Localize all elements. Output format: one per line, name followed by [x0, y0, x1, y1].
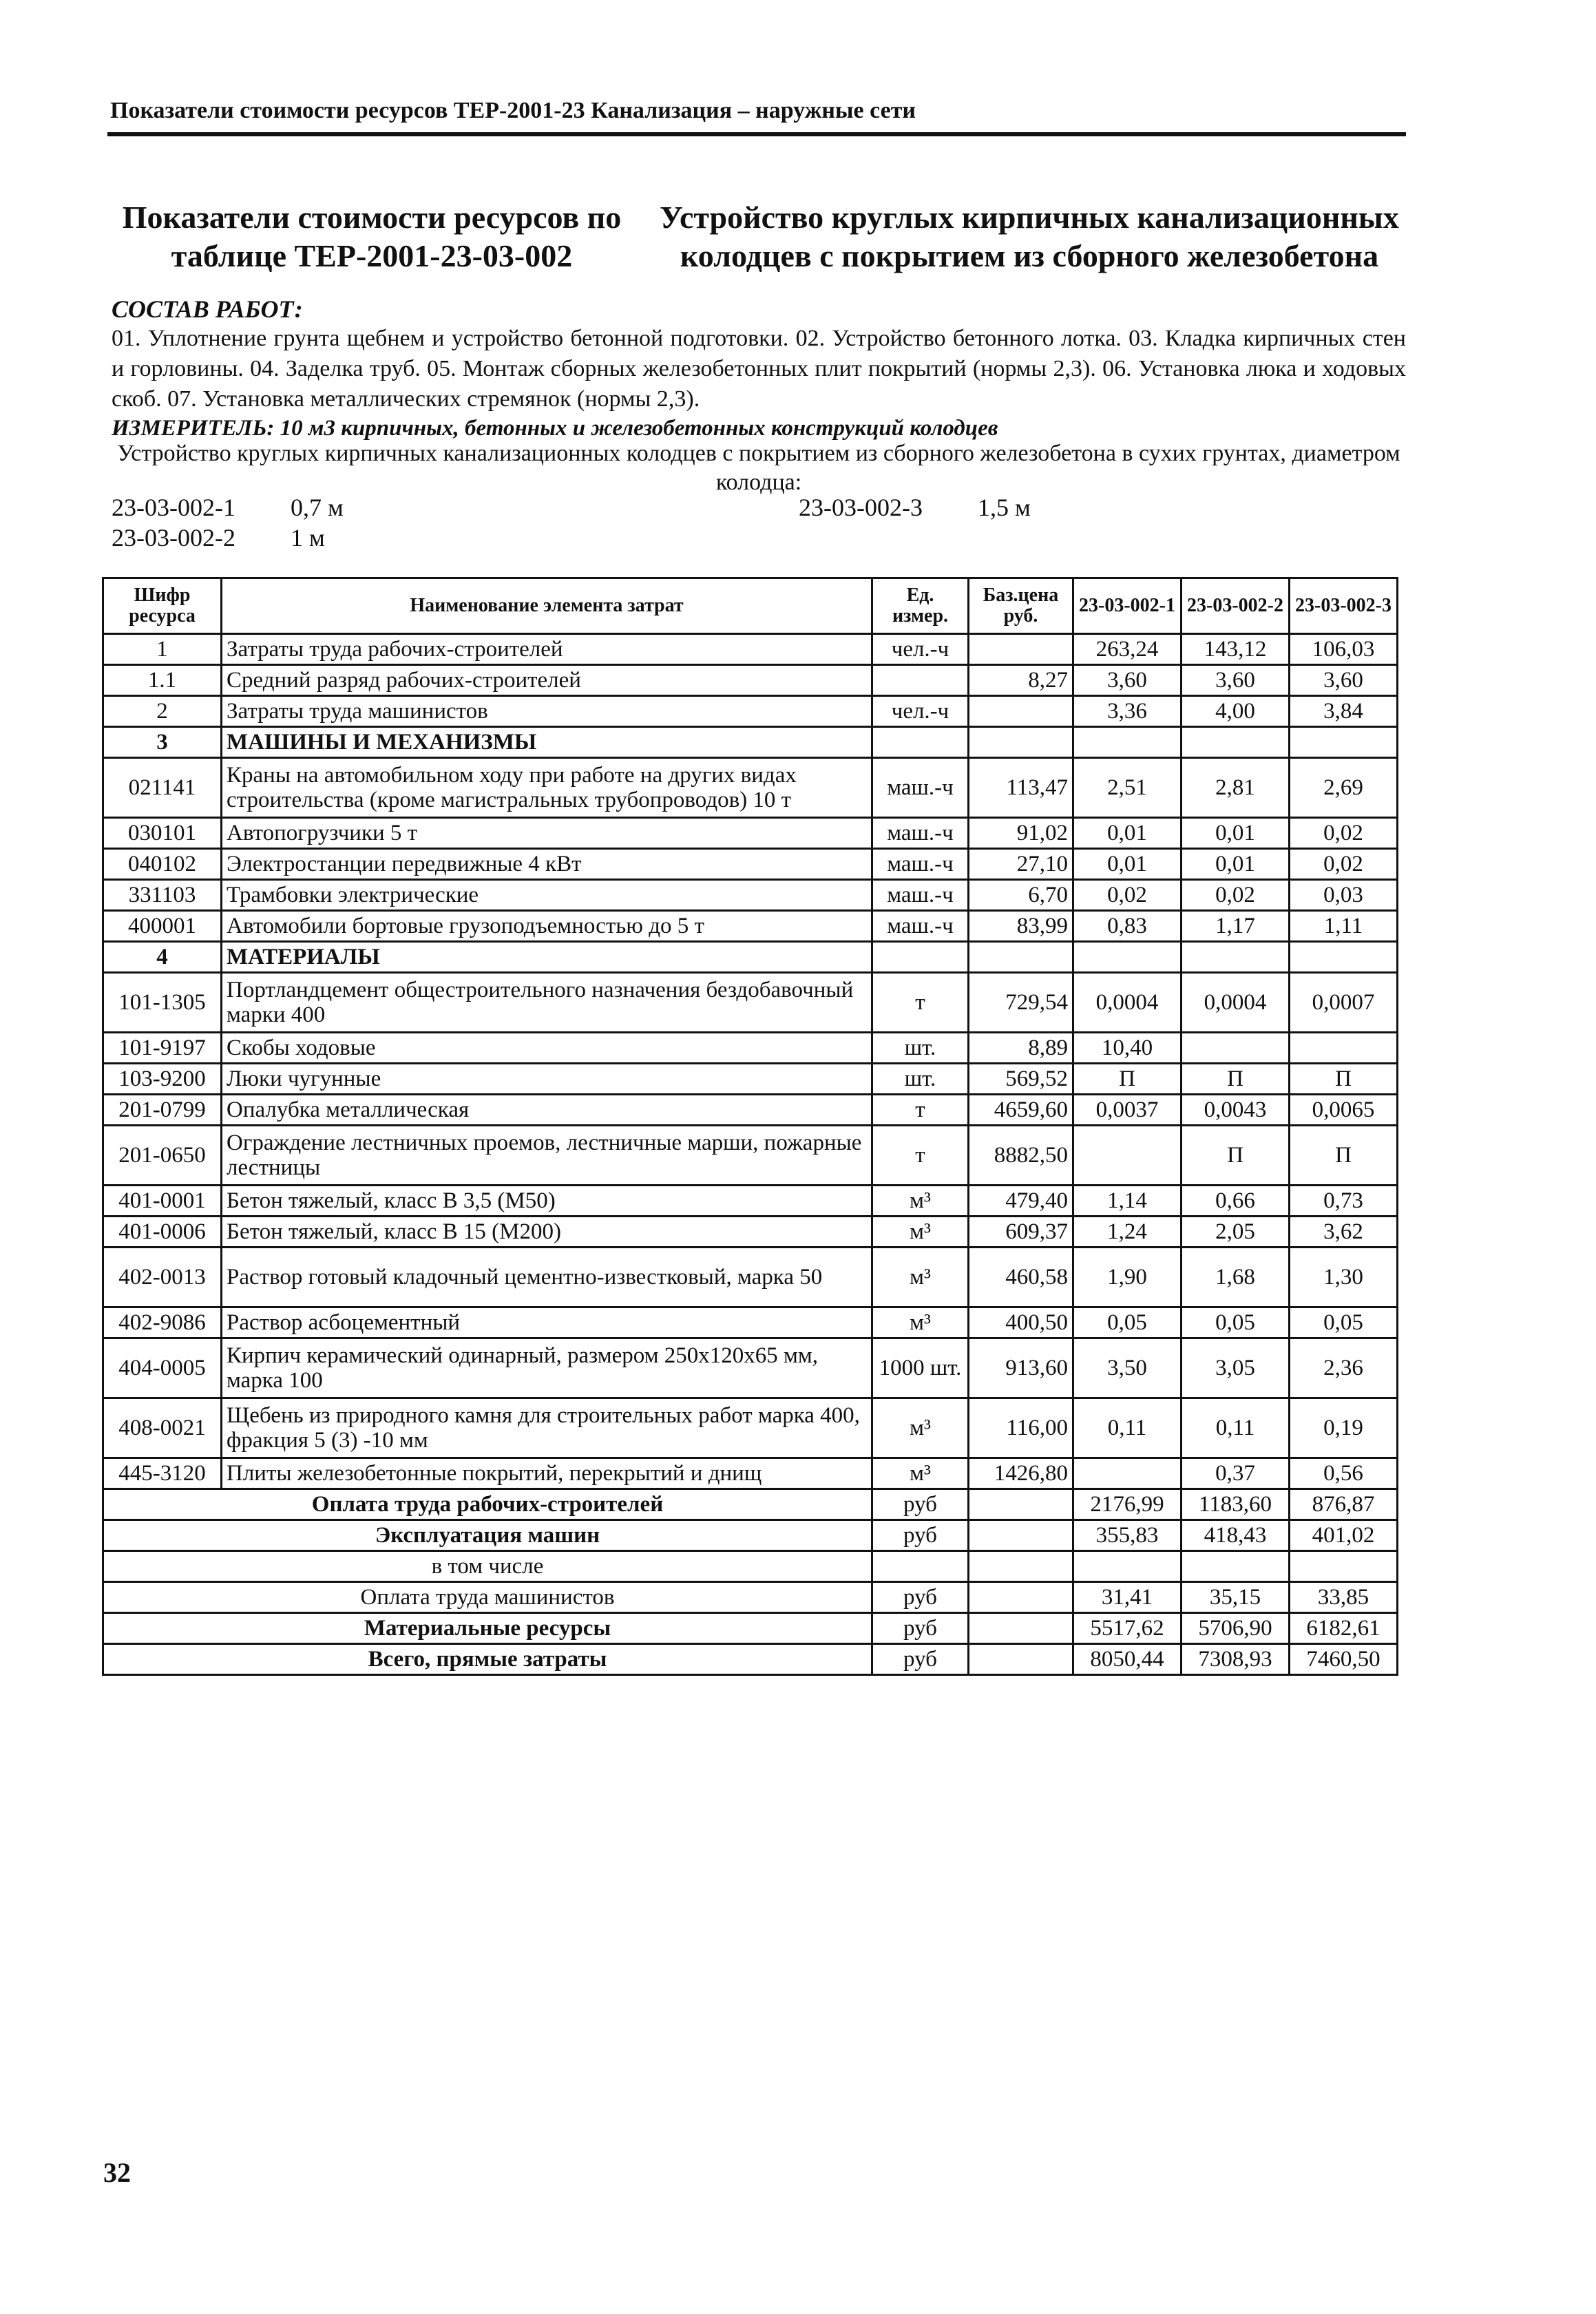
table-body — [103, 634, 1398, 1675]
value-variant-1: 0,05 — [1073, 1307, 1182, 1338]
base-price: 8,27 — [969, 665, 1073, 696]
table-header-row — [103, 578, 1398, 634]
variant-value: 0,7 м — [291, 494, 344, 521]
value-variant-3 — [1290, 727, 1398, 758]
work-title: Устройство круглых кирпичных канализационных колодцев с покрытием из сборного железобетона — [660, 200, 1399, 273]
summary-price-empty — [969, 1613, 1073, 1644]
value-variant-2: 0,37 — [1182, 1458, 1290, 1489]
summary-unit: руб — [872, 1582, 969, 1613]
value-variant-3: 1,11 — [1290, 911, 1398, 942]
resource-unit: т — [872, 1095, 969, 1126]
value-variant-2 — [1182, 1033, 1290, 1064]
resource-name: Бетон тяжелый, класс В 15 (М200) — [222, 1217, 872, 1248]
resource-code: 4 — [103, 942, 222, 973]
resource-unit — [872, 727, 969, 758]
base-price: 4659,60 — [969, 1095, 1073, 1126]
base-price: 729,54 — [969, 973, 1073, 1033]
base-price: 460,58 — [969, 1248, 1073, 1307]
table-row — [103, 727, 1398, 758]
base-price — [969, 942, 1073, 973]
work-description: Устройство круглых кирпичных канализационных колодцев с покрытием из сборного железобетона в сухих грунтах, диаметром колодца: — [117, 441, 1400, 495]
resource-name: Раствор асбоцементный — [222, 1307, 872, 1338]
resource-name: Автомобили бортовые грузоподъемностью до 5 т — [222, 911, 872, 942]
resource-code: 1 — [103, 634, 222, 665]
header-variant-3: 23-03-002-3 — [1290, 578, 1398, 634]
value-variant-3: П — [1290, 1126, 1398, 1186]
resource-code: 101-1305 — [103, 973, 222, 1033]
resource-name: Бетон тяжелый, класс В 3,5 (М50) — [222, 1186, 872, 1217]
value-variant-1: 0,0004 — [1073, 973, 1182, 1033]
summary-row — [103, 1489, 1398, 1520]
header-variant-1: 23-03-002-1 — [1073, 578, 1182, 634]
resource-code: 040102 — [103, 849, 222, 880]
resource-code: 402-9086 — [103, 1307, 222, 1338]
resource-unit: м³ — [872, 1398, 969, 1458]
resource-name: Щебень из природного камня для строительных работ марка 400, фракция 5 (3) -10 мм — [222, 1398, 872, 1458]
value-variant-3: 0,05 — [1290, 1307, 1398, 1338]
value-variant-3: 0,02 — [1290, 849, 1398, 880]
summary-label: Эксплуатация машин — [103, 1520, 872, 1551]
table-row — [103, 942, 1398, 973]
header-unit: Ед. измер. — [872, 578, 969, 634]
resource-name: Краны на автомобильном ходу при работе на других видах строительства (кроме магистральных трубопроводов) 10 т — [222, 758, 872, 818]
value-variant-3 — [1290, 1033, 1398, 1064]
base-price: 116,00 — [969, 1398, 1073, 1458]
variant-1 — [112, 493, 344, 522]
base-price: 113,47 — [969, 758, 1073, 818]
value-variant-2: 3,05 — [1182, 1338, 1290, 1398]
value-variant-2 — [1182, 942, 1290, 973]
resource-unit: маш.-ч — [872, 911, 969, 942]
table-row — [103, 1217, 1398, 1248]
value-variant-2: П — [1182, 1126, 1290, 1186]
base-price: 6,70 — [969, 880, 1073, 911]
variant-3 — [799, 493, 1031, 522]
resource-unit: т — [872, 1126, 969, 1186]
resource-code: 103-9200 — [103, 1064, 222, 1095]
value-variant-3: 0,0065 — [1290, 1095, 1398, 1126]
running-head: Показатели стоимости ресурсов ТЕР-2001-23 Канализация – наружные сети — [110, 98, 916, 123]
summary-variant-1 — [1073, 1551, 1182, 1582]
value-variant-1: 3,60 — [1073, 665, 1182, 696]
summary-variant-3: 7460,50 — [1290, 1644, 1398, 1675]
resource-name: Электростанции передвижные 4 кВт — [222, 849, 872, 880]
base-price: 8882,50 — [969, 1126, 1073, 1186]
value-variant-1: 10,40 — [1073, 1033, 1182, 1064]
summary-unit — [872, 1551, 969, 1582]
base-price: 8,89 — [969, 1033, 1073, 1064]
summary-price-empty — [969, 1520, 1073, 1551]
table-row — [103, 818, 1398, 849]
resource-name: Автопогрузчики 5 т — [222, 818, 872, 849]
base-price: 400,50 — [969, 1307, 1073, 1338]
value-variant-3: 0,19 — [1290, 1398, 1398, 1458]
value-variant-2: П — [1182, 1064, 1290, 1095]
value-variant-1: 2,51 — [1073, 758, 1182, 818]
summary-variant-3: 401,02 — [1290, 1520, 1398, 1551]
summary-row — [103, 1613, 1398, 1644]
value-variant-1: 0,01 — [1073, 818, 1182, 849]
value-variant-2: 0,66 — [1182, 1186, 1290, 1217]
resource-unit — [872, 942, 969, 973]
table-row — [103, 849, 1398, 880]
summary-variant-2 — [1182, 1551, 1290, 1582]
summary-price-empty — [969, 1582, 1073, 1613]
variant-code: 23-03-002-3 — [799, 494, 923, 521]
summary-variant-2: 35,15 — [1182, 1582, 1290, 1613]
resource-unit: маш.-ч — [872, 818, 969, 849]
value-variant-2: 0,0004 — [1182, 973, 1290, 1033]
value-variant-2: 0,02 — [1182, 880, 1290, 911]
resource-name: Плиты железобетонные покрытий, перекрытий и днищ — [222, 1458, 872, 1489]
summary-variant-1: 355,83 — [1073, 1520, 1182, 1551]
resource-unit: маш.-ч — [872, 849, 969, 880]
measurement-unit: ИЗМЕРИТЕЛЬ: 10 м3 кирпичных, бетонных и железобетонных конструкций колодцев — [112, 416, 998, 441]
resource-name: Кирпич керамический одинарный, размером 250х120х65 мм, марка 100 — [222, 1338, 872, 1398]
summary-label: в том числе — [103, 1551, 872, 1582]
resource-name: МАТЕРИАЛЫ — [222, 942, 872, 973]
resource-code: 401-0006 — [103, 1217, 222, 1248]
summary-label: Оплата труда рабочих-строителей — [103, 1489, 872, 1520]
table-row — [103, 1064, 1398, 1095]
resource-code: 201-0650 — [103, 1126, 222, 1186]
resource-code: 2 — [103, 696, 222, 727]
resource-name: Средний разряд рабочих-строителей — [222, 665, 872, 696]
variant-value: 1 м — [291, 524, 325, 551]
resource-unit: т — [872, 973, 969, 1033]
resource-unit: чел.-ч — [872, 696, 969, 727]
base-price: 479,40 — [969, 1186, 1073, 1217]
summary-variant-2: 5706,90 — [1182, 1613, 1290, 1644]
value-variant-1: 1,24 — [1073, 1217, 1182, 1248]
value-variant-3: 106,03 — [1290, 634, 1398, 665]
value-variant-2: 3,60 — [1182, 665, 1290, 696]
summary-unit: руб — [872, 1644, 969, 1675]
summary-variant-1: 5517,62 — [1073, 1613, 1182, 1644]
summary-price-empty — [969, 1489, 1073, 1520]
work-composition-heading: СОСТАВ РАБОТ: — [112, 295, 303, 323]
value-variant-2: 2,81 — [1182, 758, 1290, 818]
summary-unit: руб — [872, 1613, 969, 1644]
table-row — [103, 1307, 1398, 1338]
summary-row — [103, 1551, 1398, 1582]
value-variant-2: 0,11 — [1182, 1398, 1290, 1458]
summary-variant-2: 418,43 — [1182, 1520, 1290, 1551]
table-row — [103, 634, 1398, 665]
resource-unit: чел.-ч — [872, 634, 969, 665]
resource-code: 1.1 — [103, 665, 222, 696]
table-row — [103, 1248, 1398, 1307]
variant-2 — [112, 523, 325, 552]
summary-label: Всего, прямые затраты — [103, 1644, 872, 1675]
summary-row — [103, 1520, 1398, 1551]
base-price — [969, 727, 1073, 758]
value-variant-2: 2,05 — [1182, 1217, 1290, 1248]
table-row — [103, 1458, 1398, 1489]
value-variant-1: 0,0037 — [1073, 1095, 1182, 1126]
value-variant-3: 3,60 — [1290, 665, 1398, 696]
resource-unit: 1000 шт. — [872, 1338, 969, 1398]
variant-code: 23-03-002-1 — [112, 494, 235, 521]
resource-code: 030101 — [103, 818, 222, 849]
value-variant-1 — [1073, 727, 1182, 758]
table-row — [103, 1033, 1398, 1064]
resource-name: Люки чугунные — [222, 1064, 872, 1095]
resource-code: 408-0021 — [103, 1398, 222, 1458]
summary-row — [103, 1644, 1398, 1675]
table-row — [103, 665, 1398, 696]
summary-variant-1: 2176,99 — [1073, 1489, 1182, 1520]
table-row — [103, 911, 1398, 942]
value-variant-3: 0,73 — [1290, 1186, 1398, 1217]
variant-code: 23-03-002-2 — [112, 524, 235, 551]
summary-row — [103, 1582, 1398, 1613]
resource-unit — [872, 665, 969, 696]
header-rule — [107, 132, 1406, 136]
resource-name: Опалубка металлическая — [222, 1095, 872, 1126]
summary-variant-3: 876,87 — [1290, 1489, 1398, 1520]
value-variant-3: 0,02 — [1290, 818, 1398, 849]
value-variant-2: 4,00 — [1182, 696, 1290, 727]
resource-unit: шт. — [872, 1064, 969, 1095]
value-variant-2: 1,68 — [1182, 1248, 1290, 1307]
resource-name: Скобы ходовые — [222, 1033, 872, 1064]
value-variant-3: 3,84 — [1290, 696, 1398, 727]
value-variant-3: 2,36 — [1290, 1338, 1398, 1398]
resource-code: 101-9197 — [103, 1033, 222, 1064]
table-title: Показатели стоимости ресурсов по таблице ТЕР-2001-23-03-002 — [122, 200, 622, 273]
summary-variant-2: 1183,60 — [1182, 1489, 1290, 1520]
resource-unit: шт. — [872, 1033, 969, 1064]
value-variant-3: 2,69 — [1290, 758, 1398, 818]
value-variant-2: 0,0043 — [1182, 1095, 1290, 1126]
resource-unit: м³ — [872, 1307, 969, 1338]
value-variant-3: 3,62 — [1290, 1217, 1398, 1248]
value-variant-2: 0,05 — [1182, 1307, 1290, 1338]
table-row — [103, 973, 1398, 1033]
summary-unit: руб — [872, 1520, 969, 1551]
base-price — [969, 634, 1073, 665]
header-name: Наименование элемента затрат — [222, 578, 872, 634]
resource-code: 404-0005 — [103, 1338, 222, 1398]
resource-unit: маш.-ч — [872, 880, 969, 911]
resource-name: Раствор готовый кладочный цементно-известковый, марка 50 — [222, 1248, 872, 1307]
header-code: Шифр ресурса — [103, 578, 222, 634]
page-number: 32 — [103, 2157, 131, 2188]
resource-code: 201-0799 — [103, 1095, 222, 1126]
header-variant-2: 23-03-002-2 — [1182, 578, 1290, 634]
value-variant-2: 143,12 — [1182, 634, 1290, 665]
summary-variant-3 — [1290, 1551, 1398, 1582]
resource-code: 402-0013 — [103, 1248, 222, 1307]
resource-name: Затраты труда машинистов — [222, 696, 872, 727]
summary-variant-2: 7308,93 — [1182, 1644, 1290, 1675]
value-variant-1: 263,24 — [1073, 634, 1182, 665]
base-price: 569,52 — [969, 1064, 1073, 1095]
value-variant-1: 0,01 — [1073, 849, 1182, 880]
base-price: 913,60 — [969, 1338, 1073, 1398]
work-composition-text: 01. Уплотнение грунта щебнем и устройство бетонной подготовки. 02. Устройство бетонного лотка. 03. Кладка кирпичных стен и горловины. 04. Заделка труб. 05. Монтаж сборных железобетонных плит покрытий (нормы 2,3). 06. Установка люка и ходовых скоб. 07. Установка металлических стремянок (нормы 2,3). — [112, 326, 1406, 412]
value-variant-2: 0,01 — [1182, 818, 1290, 849]
resource-code: 400001 — [103, 911, 222, 942]
resource-name: Ограждение лестничных проемов, лестничные марши, пожарные лестницы — [222, 1126, 872, 1186]
value-variant-1: 0,02 — [1073, 880, 1182, 911]
summary-label: Оплата труда машинистов — [103, 1582, 872, 1613]
value-variant-3: П — [1290, 1064, 1398, 1095]
value-variant-1: 1,14 — [1073, 1186, 1182, 1217]
base-price: 91,02 — [969, 818, 1073, 849]
value-variant-1 — [1073, 942, 1182, 973]
value-variant-3: 0,03 — [1290, 880, 1398, 911]
resource-unit: м³ — [872, 1186, 969, 1217]
table-row — [103, 758, 1398, 818]
base-price: 27,10 — [969, 849, 1073, 880]
summary-price-empty — [969, 1551, 1073, 1582]
header-price: Баз.цена руб. — [969, 578, 1073, 634]
value-variant-3 — [1290, 942, 1398, 973]
summary-unit: руб — [872, 1489, 969, 1520]
table-row — [103, 1186, 1398, 1217]
summary-variant-1: 31,41 — [1073, 1582, 1182, 1613]
value-variant-2 — [1182, 727, 1290, 758]
value-variant-1 — [1073, 1126, 1182, 1186]
value-variant-1: 3,36 — [1073, 696, 1182, 727]
resource-code: 021141 — [103, 758, 222, 818]
resource-code: 331103 — [103, 880, 222, 911]
table-row — [103, 880, 1398, 911]
summary-variant-3: 6182,61 — [1290, 1613, 1398, 1644]
resource-name: Портландцемент общестроительного назначения бездобавочный марки 400 — [222, 973, 872, 1033]
value-variant-1: 1,90 — [1073, 1248, 1182, 1307]
table-row — [103, 1126, 1398, 1186]
value-variant-1: 3,50 — [1073, 1338, 1182, 1398]
resource-code: 401-0001 — [103, 1186, 222, 1217]
value-variant-1: 0,11 — [1073, 1398, 1182, 1458]
resource-unit: м³ — [872, 1217, 969, 1248]
resource-unit: маш.-ч — [872, 758, 969, 818]
table-row — [103, 696, 1398, 727]
resource-name: Трамбовки электрические — [222, 880, 872, 911]
base-price: 83,99 — [969, 911, 1073, 942]
resource-unit: м³ — [872, 1248, 969, 1307]
resource-code: 445-3120 — [103, 1458, 222, 1489]
table-row — [103, 1338, 1398, 1398]
value-variant-3: 1,30 — [1290, 1248, 1398, 1307]
base-price: 609,37 — [969, 1217, 1073, 1248]
base-price: 1426,80 — [969, 1458, 1073, 1489]
resource-cost-table — [102, 577, 1398, 1676]
value-variant-3: 0,56 — [1290, 1458, 1398, 1489]
base-price — [969, 696, 1073, 727]
value-variant-1: П — [1073, 1064, 1182, 1095]
summary-price-empty — [969, 1644, 1073, 1675]
table-row — [103, 1398, 1398, 1458]
value-variant-2: 1,17 — [1182, 911, 1290, 942]
resource-unit: м³ — [872, 1458, 969, 1489]
variant-value: 1,5 м — [978, 494, 1031, 521]
summary-label: Материальные ресурсы — [103, 1613, 872, 1644]
value-variant-2: 0,01 — [1182, 849, 1290, 880]
resource-name: Затраты труда рабочих-строителей — [222, 634, 872, 665]
value-variant-1 — [1073, 1458, 1182, 1489]
value-variant-1: 0,83 — [1073, 911, 1182, 942]
resource-code: 3 — [103, 727, 222, 758]
summary-variant-3: 33,85 — [1290, 1582, 1398, 1613]
summary-variant-1: 8050,44 — [1073, 1644, 1182, 1675]
value-variant-3: 0,0007 — [1290, 973, 1398, 1033]
table-row — [103, 1095, 1398, 1126]
resource-name: МАШИНЫ И МЕХАНИЗМЫ — [222, 727, 872, 758]
